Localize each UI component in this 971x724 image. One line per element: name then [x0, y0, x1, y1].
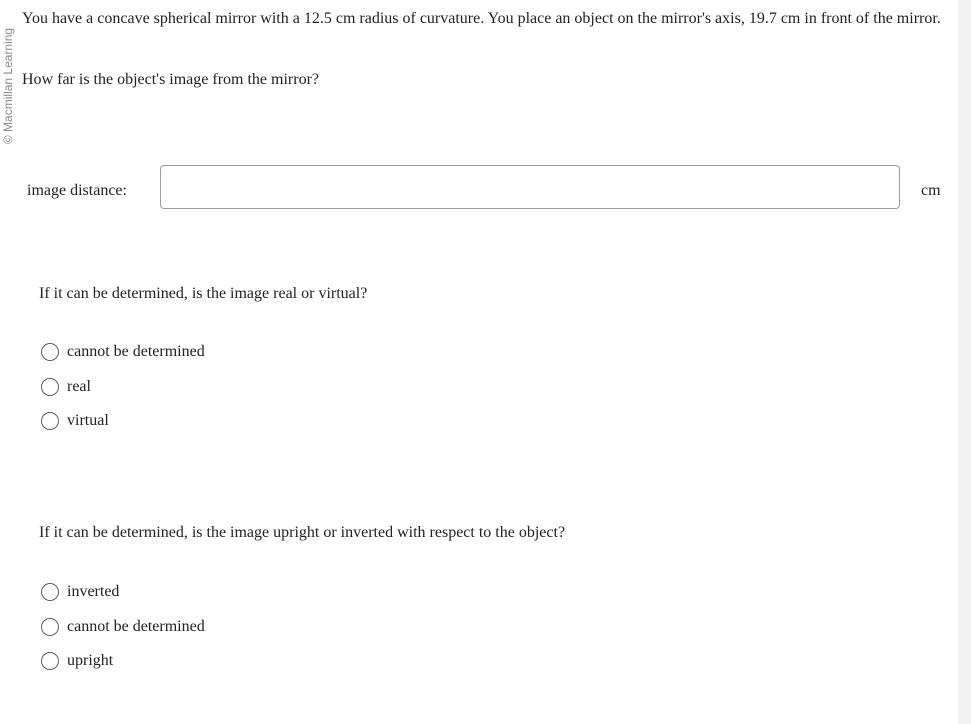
question-text: You have a concave spherical mirror with a 12.5 cm radius of curvature. You place an object on the mirror's axis, 19.7 cm in front of the mirror.: [22, 10, 941, 27]
option-cannot-be-determined[interactable]: [41, 335, 205, 370]
image-distance-input[interactable]: [160, 165, 900, 209]
image-distance-label: image distance:: [27, 182, 127, 199]
radio-circle-icon[interactable]: [41, 412, 59, 430]
radio-circle-icon[interactable]: [41, 583, 59, 601]
option-label: inverted: [67, 583, 120, 601]
copyright-watermark: © Macmillan Learning: [1, 27, 15, 145]
option-upright[interactable]: [41, 644, 205, 679]
radio-circle-icon[interactable]: [41, 652, 59, 670]
option-label: virtual: [67, 412, 109, 430]
option-label: upright: [67, 652, 114, 670]
scrollbar-track[interactable]: [958, 0, 971, 724]
radio-circle-icon[interactable]: [41, 343, 59, 361]
unit-label: cm: [921, 182, 941, 199]
option-inverted[interactable]: [41, 575, 205, 610]
question-prompt: How far is the object's image from the mirror?: [22, 71, 320, 88]
orientation-question: If it can be determined, is the image upright or inverted with respect to the object?: [39, 524, 566, 541]
option-label: real: [67, 377, 91, 395]
real-virtual-question: If it can be determined, is the image real or virtual?: [39, 285, 368, 302]
option-virtual[interactable]: [41, 404, 205, 439]
radio-circle-icon[interactable]: [41, 618, 59, 636]
radio-circle-icon[interactable]: [41, 378, 59, 396]
option-cannot-be-determined[interactable]: [41, 610, 205, 645]
orientation-options: [41, 575, 205, 679]
real-virtual-options: [41, 335, 205, 439]
option-label: cannot be determined: [67, 343, 205, 361]
option-real[interactable]: [41, 370, 205, 405]
option-label: cannot be determined: [67, 617, 205, 635]
